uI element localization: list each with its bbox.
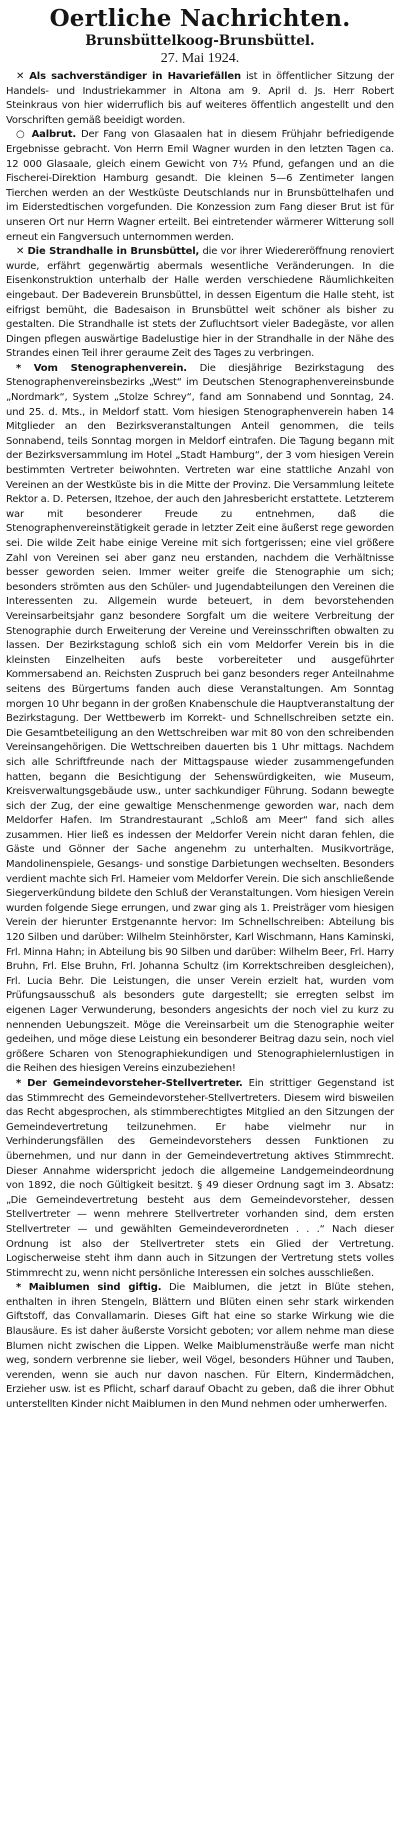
article-headline: Als sachverständiger in Havariefällen: [29, 71, 241, 82]
article-headline: Vom Stenographenverein.: [33, 362, 187, 374]
article-headline: Aalbrut.: [31, 129, 77, 141]
article-havarie: [6, 70, 394, 128]
article-marker: *: [16, 1077, 22, 1089]
article-marker: *: [16, 362, 22, 374]
article-marker: ✕: [16, 71, 25, 82]
article-body: Ein strittiger Gegenstand ist das Stimmrecht des Gemeindevorsteher-Stellvertreters. Diesem wird bisweilen das Recht abgesprochen, als stimmberechtigtes Mitglied an den Sitzungen der Gemeindevertretung teilzunehmen. Er habe vielmehr nur in Verhinderungsfällen des Gemeindevorstehers dessen Funktionen zu übernehmen, und nur dann in der Gemeindevertretung aktives Stimmrecht. Dieser Annahme widerspricht jedoch die allgemeine Landgemeindeordnung von 1892, die noch Gültigkeit besitzt. § 49 dieser Ordnung sagt im 3. Absatz: „Die Gemeindevertretung besteht aus dem Gemeindevorsteher, dessen Stellvertreter — wenn mehrere Stellvertreter vorhanden sind, dem ersten Stellvertreter — und gewählten Gemeindeverordneten . . .“ Nach dieser Ordnung ist also der Stellvertreter stets ein Glied der Vertretung. Logischerweise steht ihm dann auch in Sitzungen der Vertretung stets volles Stimmrecht zu, wenn nicht persönliche Interessen ein solches ausschließen.: [6, 1077, 394, 1279]
section-title: Oertliche Nachrichten.: [49, 5, 351, 32]
article-headline: Der Gemeindevorsteher-Stellvertreter.: [27, 1077, 243, 1089]
article-body: Der Fang von Glasaalen hat in diesem Frühjahr befriedigende Ergebnisse gebracht. Von Herrn Emil Wagner wurden in den letzten Tagen ca. 12 000 Glasaale, gleich einem Gewicht von 7½ Pfund, gefangen und an die Fischerei-Direktion Hamburg gesandt. Die kleinen 5—6 Zentimeter langen Tierchen werden an der Westküste Deutschlands nur in Brunsbüttelhafen und im Eiderstedtischen vorgefunden. Die Konzession zum Fang dieser Brut ist für unseren Ort nur Herrn Wagner erteilt. Bei eintretender wärmerer Witterung soll erneut ein Fangversuch unternommen werden.: [6, 129, 395, 243]
article-headline: Die Strandhalle in Brunsbüttel,: [27, 246, 200, 258]
article-marker: *: [16, 1282, 22, 1294]
article-strandhalle: [6, 245, 394, 362]
article-body: Die diesjährige Bezirkstagung des Stenographenvereinsbezirks „West“ im Deutschen Stenographenvereinsbunde „Nordmark“, System „Stolze Schrey“, fand am Sonnabend und Sonntag, 24. und 25. d. Mts., in Meldorf statt. Vom hiesigen Stenographenverein haben 14 Mitglieder an den Bezirksveranstaltungen Anteil genommen, die teils Sonnabend, teils Sonntag morgen in Meldorf eintrafen. Die Tagung begann mit der Bezirksversammlung im Hotel „Stadt Hamburg“, der 3 vom hiesigen Verein bestimmten Vertreter beiwohnten. Vertreten war eine stattliche Anzahl von Vereinen an der Westküste bis in die Mitte der Provinz. Die Versammlung leitete Rektor a. D. Petersen, Itzehoe, der auch den Jahresbericht erstattete. Letzterem war mit besonderer Freude zu entnehmen, daß die Stenographenvereinstätigkeit gerade in letzter Zeit eine äußerst rege geworden sei. Die wilde Zeit habe einige Vereine mit sich fortgerissen; eine viel größere Zahl von Vereinen sei aber ganz neu erstanden, nachdem die Verhältnisse besser geworden seien. Immer weiter greife die Stenographie um sich; besonders strömten aus den Schüler- und Jugendabteilungen den Vereinen die Interessenten zu. Allgemein wurde beteuert, in dem bevorstehenden Vereinsarbeitsjahr ganz besondere Sorgfalt um die weitere Verbreitung der Stenographie durch Erweiterung der Vereine und Vereinsschriften obwalten zu lassen. Der Bezirkstagung schloß sich ein vom Meldorfer Verein bis in die kleinsten Einzelheiten aufs beste vorbereiteter und ausgeführter Kommersabend an. Reichsten Zuspruch bei ganz besonders reger Anteilnahme seitens des Bürgertums fanden auch diese Veranstaltungen. Am Sonntag morgen 10 Uhr begann in der großen Knabenschule die Hauptveranstaltung der Bezirkstagung. Der Wettbewerb im Korrekt- und Schnellschreiben setzte ein. Die Gesamtbeteiligung an den Wettschreiben war mit 80 von den schreibenden Vereinsangehörigen. Die Wettschreiben dauerten bis 1 Uhr mittags. Nachdem sich alle Schriftfreunde nach der Mittagspause wieder zusammengefunden hatten, begann die Besichtigung der Sehenswürdigkeiten, wie Museum, Kreisverwaltungsgebäude usw., unter sachkundiger Führung. Sodann bewegte sich der Zug, der eine gewaltige Menschenmenge geworden war, nach dem Meldorfer Hafen. Im Strandrestaurant „Schloß am Meer“ fand sich alles zusammen. Hier ließ es indessen der Meldorfer Verein nicht daran fehlen, die Gäste und Gönner der Sache angenehm zu unterhalten. Musikvorträge, Mandolinenspiele, Gesangs- und sonstige Darbietungen wechselten. Besonders verdient machte sich Frl. Hameier vom Meldorfer Verein. Die sich anschließende Siegerverkündung bildete den Schluß der Veranstaltungen. Vom hiesigen Verein wurden folgende Siege errungen, und zwar ging als 1. Preisträger vom hiesigen Verein der hierunter Erstgenannte hervor: Im Schnellschreiben: Abteilung bis 120 Silben und darüber: Wilhelm Steinhörster, Karl Wischmann, Hans Kaminski, Frl. Minna Hahn; in Abteilung bis 90 Silben und darüber: Wilhelm Beer, Frl. Harry Bruhn, Frl. Else Bruhn, Frl. Johanna Schultz (im Korrektschreiben desgleichen), Frl. Lucia Behr. Die Leistungen, die unser Verein erzielt hat, wurden vom Prüfungsausschuß als besonders gute dargestellt; sie erregten selbst im eigenen Lager Verwunderung, besonders angesichts der noch viel zu kurz zu nennenden Uebungszeit. Möge die Vereinsarbeit um die Stenographie weiter gedeihen, und möge diese Leistung ein besonderer Beitrag dazu sein, noch viel größere Scharen von Stenographiekundigen und Stenographielernlustigen in die Reihen des hiesigen Vereins einzubeziehen!: [6, 362, 394, 1075]
article-gemeindevorsteher: [6, 1077, 394, 1281]
article-stenographenverein: [6, 362, 394, 1077]
section-subtitle: Brunsbüttelkoog-Brunsbüttel.: [85, 33, 315, 49]
article-marker: ○: [16, 129, 27, 141]
article-body: die vor ihrer Wiedereröffnung renoviert wurde, erfährt gegenwärtig abermals wesentliche Veränderungen. In die Eisenkonstruktion unterhalb der Halle werden verschiedene Räumlichkeiten eingebaut. Der Badeverein Brunsbüttel, in dessen Eigentum die Halle steht, ist eifrigst bemüht, die Badesaison in Brunsbüttel weit schöner als bisher zu gestalten. Die Strandhalle ist stets der Zufluchtsort vieler Badegäste, vor allen Dingen pflegen auswärtige Badelustige hier in der Strandhalle in der Nähe des Strandes einen Teil ihrer geraume Zeit des Tages zu verbringen.: [6, 246, 394, 360]
article-body: ist in öffentlicher Sitzung der Handels- und Industriekammer in Altona am 9. April d. Js. Herr Robert Steinkraus von hier widerruflich bis auf weiteres öffentlich angestellt und den Vorschriften gemäß beeidigt worden.: [6, 71, 394, 126]
article-aalbrut: [6, 128, 394, 245]
article-marker: ✕: [16, 246, 25, 258]
article-headline: Maiblumen sind giftig.: [28, 1282, 162, 1294]
article-body: Die Maiblumen, die jetzt in Blüte stehen, enthalten in ihren Stengeln, Blättern und Blüten einen sehr stark wirkenden Giftstoff, das Convallamarin. Dieses Gift hat eine so starke Wirkung wie die Blausäure. Es ist daher äußerste Vorsicht geboten; vor allem nehme man diese Blumen nicht zwischen die Lippen. Welke Maiblumensträuße werfe man nicht weg, sondern verbrenne sie lieber, weil Vögel, besonders Hühner und Tauben, verenden, wenn sie auch nur davon naschen. Für Eltern, Kindermädchen, Erzieher usw. ist es Pflicht, scharf darauf Obacht zu geben, daß die ihrer Obhut unterstellten Kinder nicht Maiblumen in den Mund nehmen oder umherwerfen.: [6, 1282, 395, 1411]
article-maiblumen: [6, 1281, 394, 1412]
issue-date: 27. Mai 1924.: [160, 51, 240, 66]
